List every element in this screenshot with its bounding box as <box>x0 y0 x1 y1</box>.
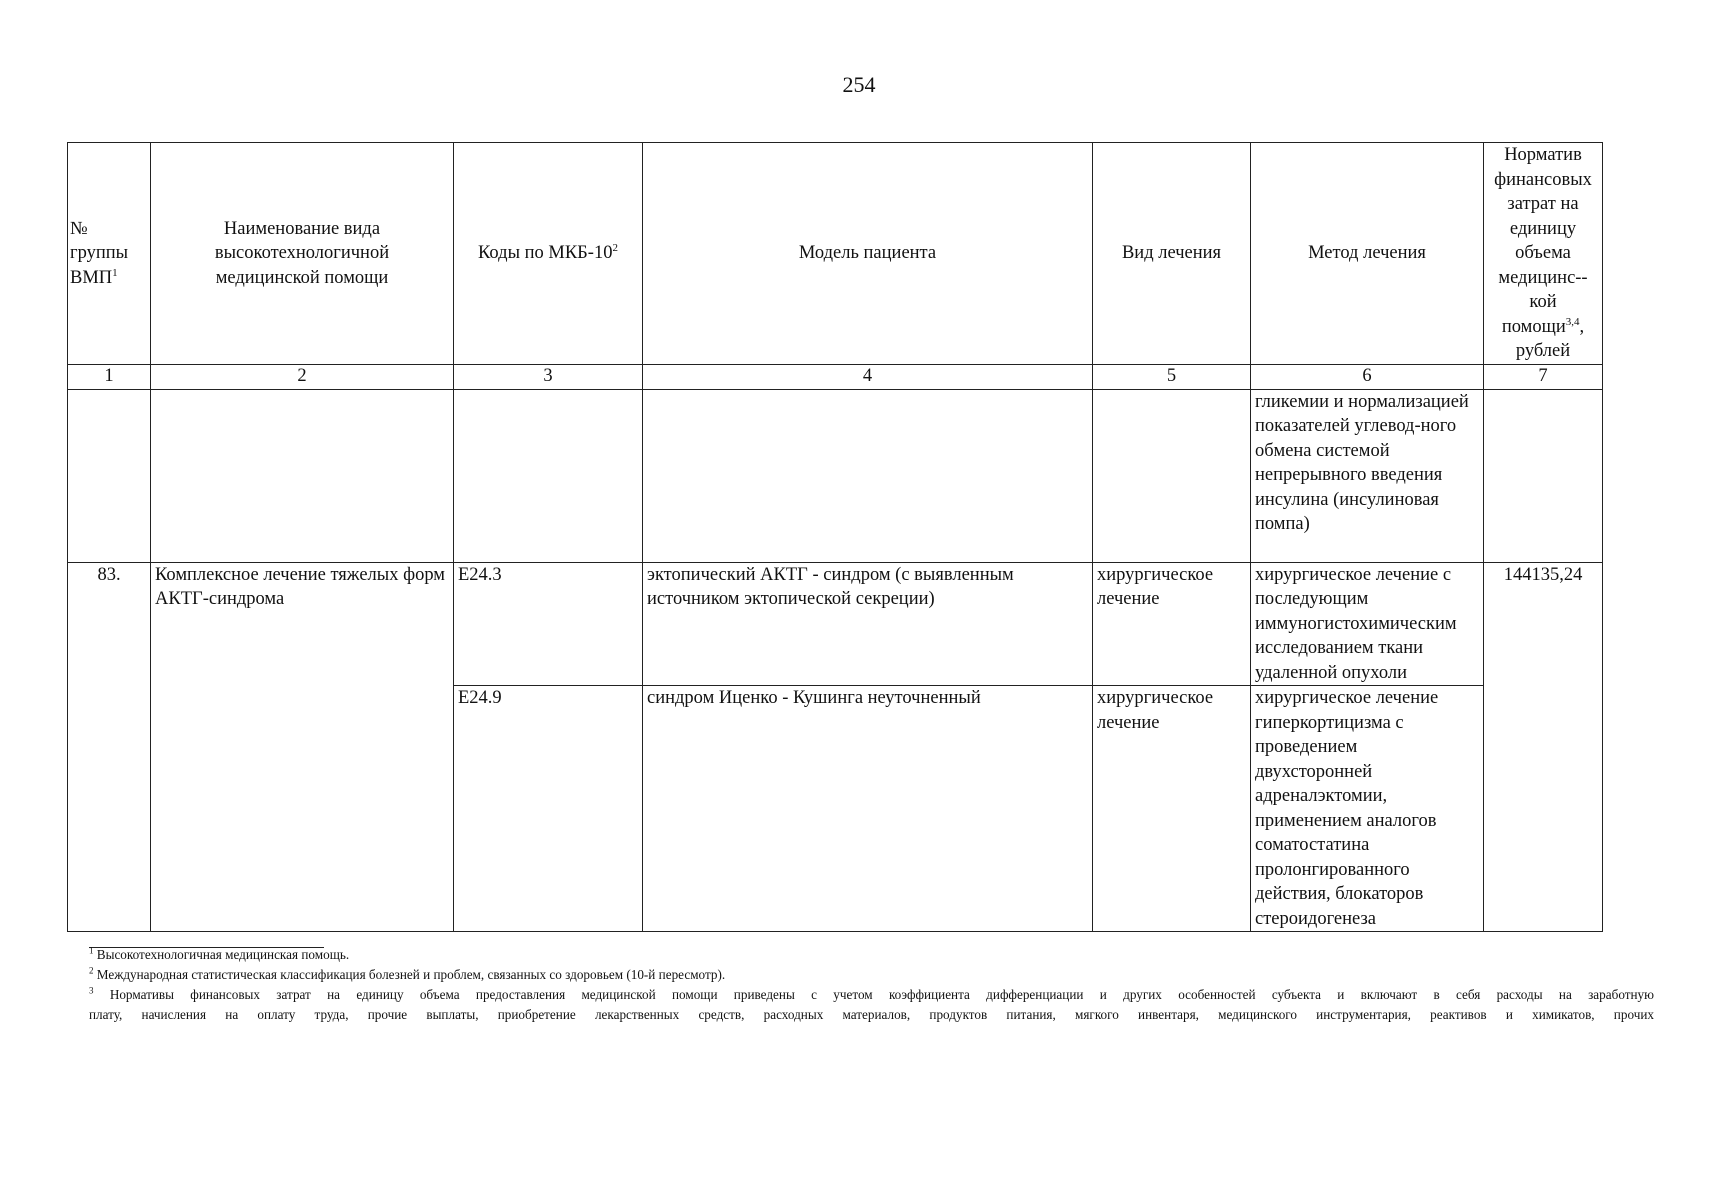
header-text: Коды по МКБ-10 <box>478 243 613 263</box>
header-text: единицу <box>1509 218 1577 239</box>
footnote-mark: 2 <box>89 965 94 976</box>
header-text: объема <box>1515 243 1571 263</box>
continuation-row <box>68 389 1603 562</box>
footnote-ref: 1 <box>112 266 118 279</box>
column-number: 7 <box>1484 364 1603 389</box>
table-cell <box>643 389 1093 562</box>
cost-cell: 144135,24 <box>1484 562 1603 932</box>
header-text: высокотехнологичной <box>214 243 390 263</box>
footnote-3 <box>89 985 1654 1005</box>
table-cell <box>1484 389 1603 562</box>
header-icd-codes <box>454 143 643 365</box>
header-text: ВМП <box>70 267 113 288</box>
footnote-mark: 1 <box>89 945 94 956</box>
care-name-cell: Комплексное лечение тяжелых форм АКТГ-синдрома <box>151 562 454 932</box>
icd-code-cell: E24.9 <box>454 686 643 932</box>
header-treatment-type <box>1093 143 1251 365</box>
header-text: медицинс-- <box>1498 267 1588 288</box>
column-number: 2 <box>151 364 454 389</box>
footnote-text: Высокотехнологичная медицинская помощь. <box>96 947 350 962</box>
footnote-text: плату, начисления на оплату труда, прочие выплаты, приобретение лекарственных средств, расходных материалов, продуктов питания, мягкого инвентаря, медицинского инструментария, реактивов и химикатов, прочих <box>89 1007 1654 1022</box>
header-text: Модель пациента <box>798 243 937 263</box>
column-number-row <box>68 364 1603 389</box>
table-row <box>68 562 1603 686</box>
header-text: кой <box>1529 292 1557 312</box>
footnote-text: Нормативы финансовых затрат на единицу объема предоставления медицинской помощи приведены с учетом коэффициента дифференциации и других особенностей субъекта и включают в себя расходы на заработную <box>109 987 1655 1002</box>
footnote-1 <box>89 945 1654 965</box>
footnote-ref: 3,4 <box>1565 315 1580 328</box>
patient-model-cell: синдром Иценко - Кушинга неуточненный <box>643 686 1093 932</box>
table-cell <box>454 389 643 562</box>
method-cell: хирургическое лечение с последующим иммуногистохимическим исследованием ткани удаленной опухоли <box>1251 562 1484 686</box>
header-text: помощи <box>1501 316 1566 337</box>
footnote-3-continued <box>89 1005 1654 1025</box>
header-text: финансовых <box>1494 169 1592 190</box>
footnote-text: Международная статистическая классификация болезней и проблем, связанных со здоровьем (10-й пересмотр). <box>96 967 726 982</box>
footnotes <box>89 945 1654 1025</box>
header-cost-norm <box>1484 143 1603 365</box>
column-number: 4 <box>643 364 1093 389</box>
method-cell: хирургическое лечение гиперкортицизма с проведением двухсторонней адреналэктомии, применением аналогов соматостатина пролонгированного действия, блокаторов стероидогенеза <box>1251 686 1484 932</box>
column-number: 3 <box>454 364 643 389</box>
footnote-mark: 3 <box>89 985 94 996</box>
column-number: 5 <box>1093 364 1251 389</box>
method-cell: гликемии и нормализацией показателей углевод-ного обмена системой непрерывного введения инсулина (инсулиновая помпа) <box>1251 389 1484 562</box>
header-text: затрат на <box>1507 194 1579 214</box>
column-number: 6 <box>1251 364 1484 389</box>
header-patient-model <box>643 143 1093 365</box>
table-cell <box>68 389 151 562</box>
header-text: медицинской помощи <box>215 267 389 288</box>
header-text: группы <box>70 243 129 263</box>
header-text: Норматив <box>1504 145 1582 165</box>
page-number: 254 <box>842 72 876 97</box>
header-group-number <box>68 143 151 365</box>
treatment-type-cell: хирургическое лечение <box>1093 562 1251 686</box>
header-treatment-method <box>1251 143 1484 365</box>
column-number: 1 <box>68 364 151 389</box>
header-text: , рублей <box>1515 316 1585 361</box>
header-text: Вид лечения <box>1121 243 1222 263</box>
header-text: Метод лечения <box>1308 243 1426 263</box>
header-row <box>68 143 1603 365</box>
footnote-2 <box>89 965 1654 985</box>
group-number-cell: 83. <box>68 562 151 932</box>
header-text: Наименование вида <box>223 218 381 239</box>
footnote-ref: 2 <box>612 241 618 254</box>
header-text: № <box>70 218 88 239</box>
table-cell <box>151 389 454 562</box>
table-cell <box>1093 389 1251 562</box>
header-care-name <box>151 143 454 365</box>
treatment-type-cell: хирургическое лечение <box>1093 686 1251 932</box>
patient-model-cell: эктопический АКТГ - синдром (с выявленным источником эктопической секреции) <box>643 562 1093 686</box>
vmp-table <box>67 142 1603 932</box>
icd-code-cell: E24.3 <box>454 562 643 686</box>
